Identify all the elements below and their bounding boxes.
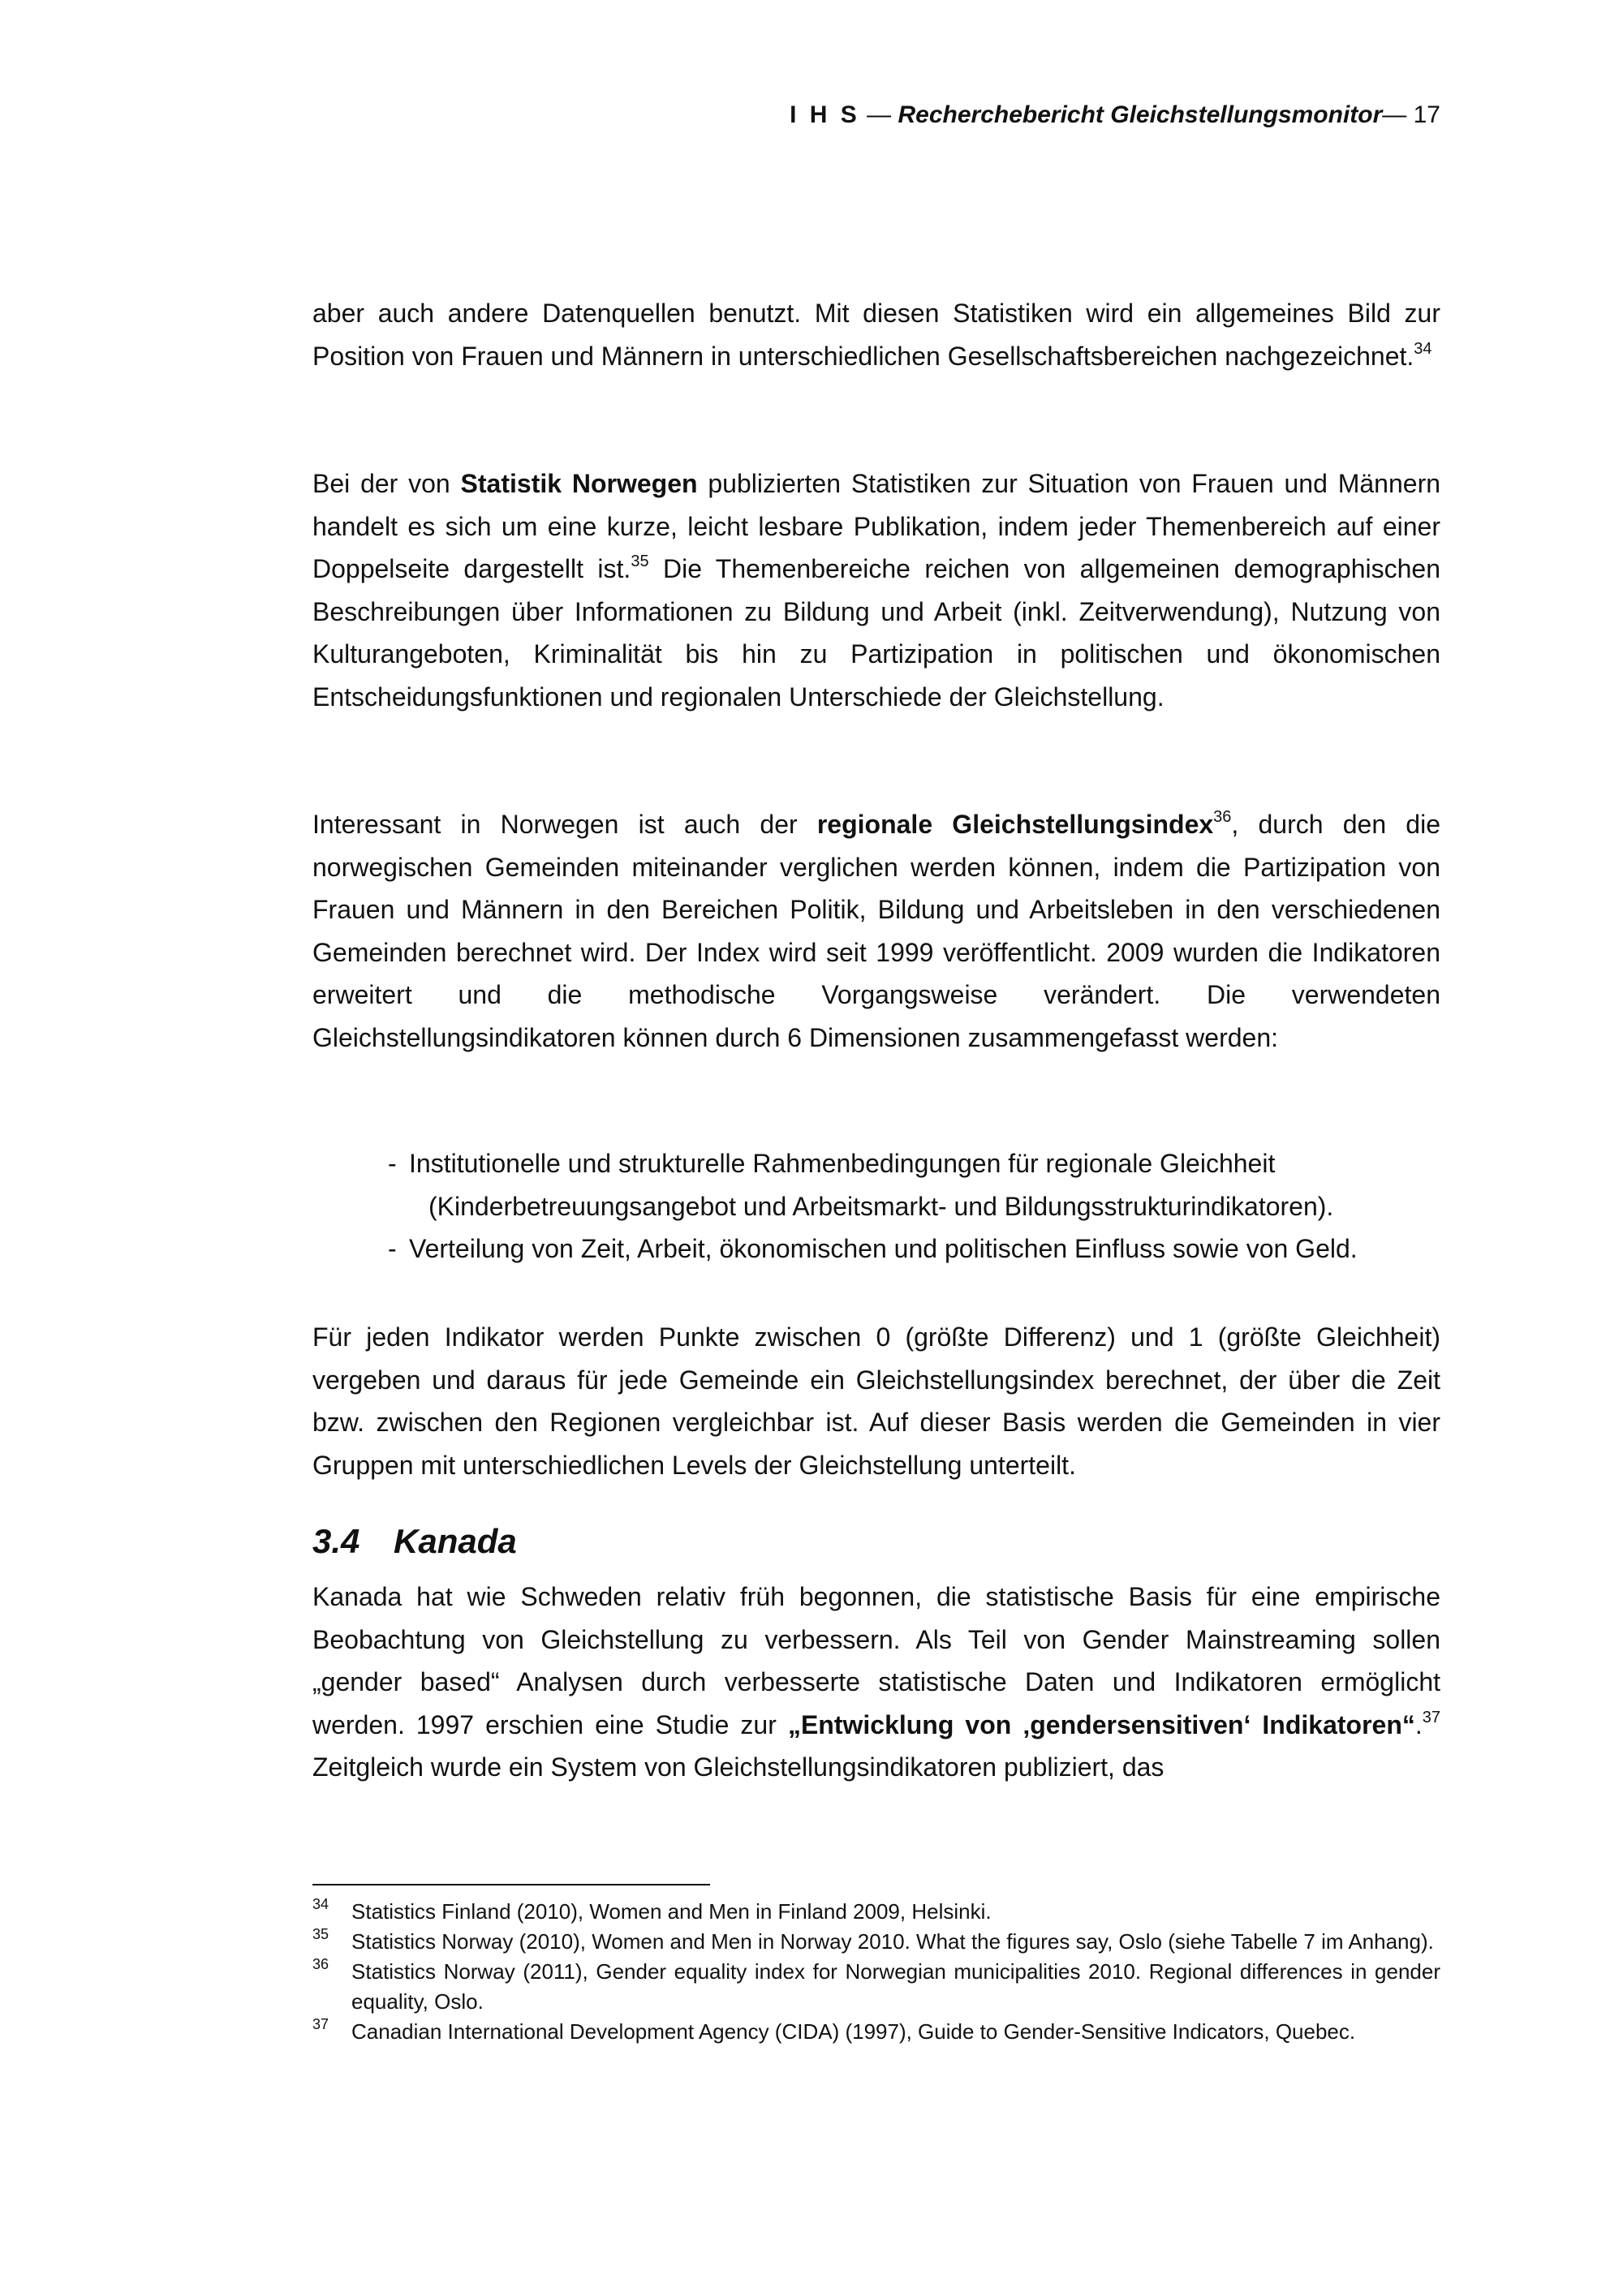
running-header	[312, 99, 1440, 131]
header-title: Recherchebericht Gleichstellungsmonitor	[898, 101, 1383, 128]
footnote-ref-34[interactable]: 34	[1414, 339, 1432, 358]
bold-term: Statistik Norwegen	[460, 469, 698, 498]
paragraph-text: , durch den die norwegischen Gemeinden miteinander verglichen werden können, indem die Partizipation von Frauen und Männern in den Bereichen Politik, Bildung und Arbeitsleben in den verschiedenen Gemeinden berechnet wird. Der Index wird seit 1999 veröffentlicht. 2009 wurden die Indikatoren erweitert und die methodische Vorgangsweise verändert. Die verwendeten Gleichstellungsindikatoren können durch 6 Dimensionen zusammengefasst werden:	[312, 810, 1440, 1052]
footnote-36	[312, 1957, 1440, 2017]
section-title: Kanada	[394, 1522, 517, 1560]
bold-term: „Entwicklung von ‚gendersensitiven‘ Indikatoren“	[787, 1709, 1415, 1739]
paragraph-indicator-scoring	[312, 1316, 1440, 1486]
dimension-list	[388, 1142, 1440, 1271]
list-dash: -	[388, 1234, 397, 1263]
paragraph-statistik-norwegen	[312, 462, 1440, 718]
paragraph-text: publizierten Statistiken zur Situation von Frauen und Männern handelt es sich um eine kurze, leicht lesbare Publikation, indem jeder Themenbereich auf einer Doppelseite dargestellt ist.	[312, 469, 1441, 583]
list-item-text: Verteilung von Zeit, Arbeit, ökonomischen und politischen Einfluss sowie von Geld.	[409, 1234, 1358, 1263]
paragraph-text: Zeitgleich wurde ein System von Gleichstellungsindikatoren publiziert, das	[312, 1752, 1165, 1782]
header-page-number: — 17	[1382, 101, 1440, 128]
list-item	[388, 1142, 1440, 1228]
paragraph-text: Interessant in Norwegen ist auch der	[312, 810, 817, 839]
paragraph-kanada	[312, 1576, 1440, 1789]
footnote-ref-37[interactable]: 37	[1422, 1708, 1441, 1726]
section-number: 3.4	[312, 1522, 360, 1560]
header-org: I H S	[790, 101, 860, 128]
section-heading	[312, 1519, 517, 1564]
paragraph-text: .	[1414, 1709, 1423, 1739]
footnote-text: Canadian International Development Agency (CIDA) (1997), Guide to Gender-Sensitive Indicators, Quebec.	[351, 2019, 1356, 2044]
footnote-number: 35	[312, 1926, 329, 1942]
list-item-text: Institutionelle und strukturelle Rahmenbedingungen für regionale Gleichheit	[409, 1149, 1276, 1178]
footnote-37	[312, 2017, 1440, 2047]
footnote-text: Statistics Norway (2011), Gender equality index for Norwegian municipalities 2010. Regional differences in gender equality, Oslo.	[351, 1959, 1440, 2014]
footnote-number: 34	[312, 1896, 329, 1912]
list-item-continuation: (Kinderbetreuungsangebot und Arbeitsmarkt- und Bildungsstrukturindikatoren).	[428, 1191, 1334, 1221]
footnote-divider	[312, 1884, 710, 1885]
paragraph-text: aber auch andere Datenquellen benutzt. Mit diesen Statistiken wird ein allgemeines Bild zur Position von Frauen und Männern in unterschiedlichen Gesellschaftsbereichen nachgezeichnet.	[312, 299, 1440, 371]
footnote-text: Statistics Finland (2010), Women and Men in Finland 2009, Helsinki.	[351, 1899, 992, 1924]
header-separator: —	[859, 101, 898, 128]
footnote-34	[312, 1897, 1440, 1927]
footnote-ref-35[interactable]: 35	[631, 553, 649, 570]
footnote-text: Statistics Norway (2010), Women and Men in Norway 2010. What the figures say, Oslo (siehe Tabelle 7 im Anhang).	[351, 1929, 1434, 1954]
paragraph-text: Für jeden Indikator werden Punkte zwischen 0 (größte Differenz) und 1 (größte Gleichheit) vergeben und daraus für jede Gemeinde ein Gleichstellungsindex berechnet, der über die Zeit bzw. zwischen den Regionen vergleichbar ist. Auf dieser Basis werden die Gemeinden in vier Gruppen mit unterschiedlichen Levels der Gleichstellung unterteilt.	[312, 1322, 1440, 1480]
list-item	[388, 1228, 1440, 1271]
footnote-number: 36	[312, 1956, 329, 1972]
footnote-ref-36[interactable]: 36	[1213, 808, 1232, 826]
paragraph-text: Die Themenbereiche reichen von allgemeinen demographischen Beschreibungen über Informationen zu Bildung und Arbeit (inkl. Zeitverwendung), Nutzung von Kulturangeboten, Kriminalität bis hin zu Partizipation in politischen und ökonomischen Entscheidungsfunktionen und regionalen Unterschiede der Gleichstellung.	[312, 554, 1441, 712]
paragraph-text: Bei der von	[312, 469, 461, 498]
footnotes	[312, 1897, 1440, 2047]
bold-term: regionale Gleichstellungsindex	[816, 810, 1214, 839]
footnote-35	[312, 1927, 1440, 1957]
paragraph-regional-index	[312, 803, 1440, 1059]
footnote-number: 37	[312, 2016, 329, 2032]
paragraph-text: Kanada hat wie Schweden relativ früh begonnen, die statistische Basis für eine empirische Beobachtung von Gleichstellung zu verbessern. Als Teil von Gender Mainstreaming sollen „gender based“ Analysen durch verbesserte statistische Daten und Indikatoren ermöglicht werden. 1997 erschien eine Studie zur	[312, 1582, 1440, 1739]
list-dash: -	[388, 1149, 397, 1178]
paragraph-data-sources	[312, 292, 1440, 377]
